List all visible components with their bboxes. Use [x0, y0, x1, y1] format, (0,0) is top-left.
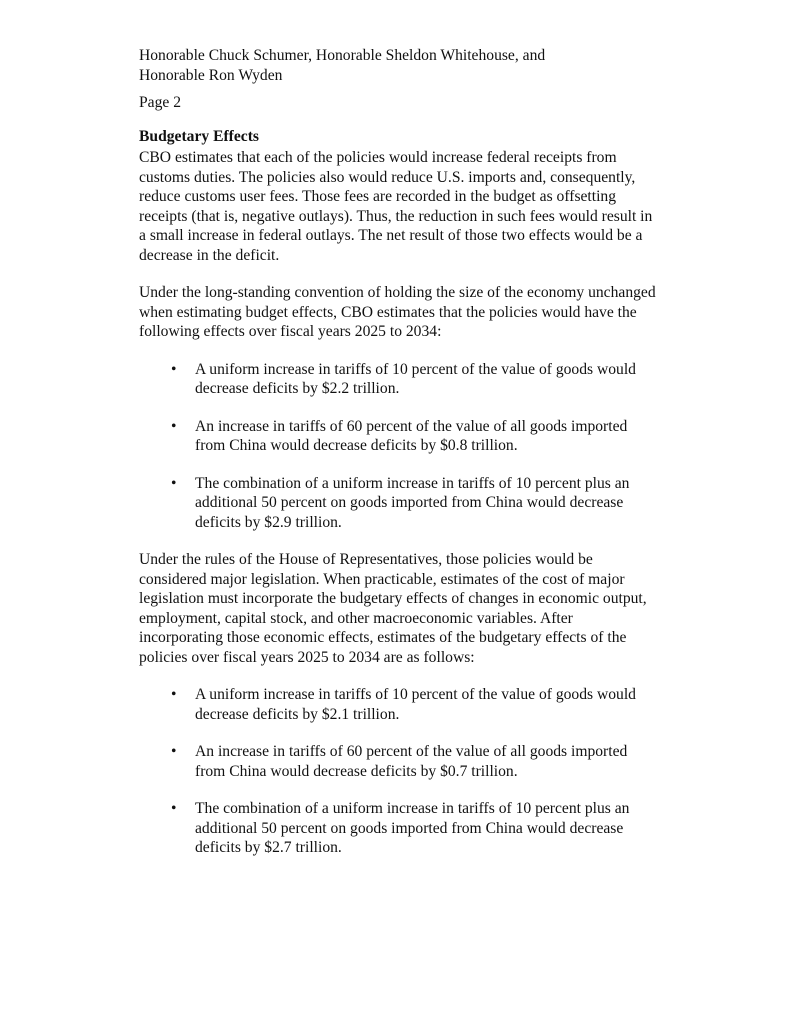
- list-item: [139, 685, 659, 724]
- section-heading: Budgetary Effects: [139, 127, 259, 145]
- dynamic-estimates-list: [139, 685, 659, 858]
- list-item: [139, 360, 659, 399]
- bullet-icon: •: [171, 474, 177, 492]
- list-item: [139, 474, 659, 533]
- list-item: [139, 417, 659, 456]
- page-number: Page 2: [139, 94, 182, 111]
- conventional-estimates-list: [139, 360, 659, 533]
- paragraph-major-legislation: Under the rules of the House of Representatives, those policies would be considered major legislation. When practicable, estimates of the cost of major legislation must incorporate the budgetary effects of changes in economic output, employment, capital stock, and other macroeconomic variables. After incorporating those economic effects, estimates of the budgetary effects of the policies over fiscal years 2025 to 2034 are as follows:: [139, 551, 647, 666]
- list-item-text: The combination of a uniform increase in tariffs of 10 percent plus an additional 50 percent on goods imported from China would decrease deficits by $2.9 trillion.: [195, 474, 630, 531]
- letter-addressee-line-2: Honorable Ron Wyden: [139, 66, 283, 84]
- bullet-icon: •: [171, 800, 177, 817]
- list-item-text: The combination of a uniform increase in tariffs of 10 percent plus an additional 50 percent on goods imported from China would decrease deficits by $2.7 trillion.: [195, 800, 630, 856]
- list-item: [139, 742, 659, 781]
- document-page: [139, 46, 659, 858]
- bullet-icon: •: [171, 743, 177, 760]
- list-item: [139, 799, 659, 858]
- list-item-text: An increase in tariffs of 60 percent of the value of all goods imported from China would decrease deficits by $0.8 trillion.: [195, 417, 628, 454]
- list-item-text: A uniform increase in tariffs of 10 percent of the value of goods would decrease deficits by $2.2 trillion.: [195, 360, 636, 397]
- bullet-icon: •: [171, 417, 177, 435]
- letter-addressee-line-1: Honorable Chuck Schumer, Honorable Sheldon Whitehouse, and: [139, 47, 546, 64]
- bullet-icon: •: [171, 686, 177, 703]
- bullet-icon: •: [171, 360, 177, 378]
- list-item-text: An increase in tariffs of 60 percent of the value of all goods imported from China would decrease deficits by $0.7 trillion.: [195, 743, 628, 780]
- paragraph-convention: Under the long-standing convention of holding the size of the economy unchanged when estimating budget effects, CBO estimates that the policies would have the following effects over fiscal years 2025 to 2034:: [139, 284, 656, 340]
- paragraph-receipts: CBO estimates that each of the policies would increase federal receipts from customs duties. The policies also would reduce U.S. imports and, consequently, reduce customs user fees. Those fees are recorded in the budget as offsetting receipts (that is, negative outlays). Thus, the reduction in such fees would result in a small increase in federal outlays. The net result of those two effects would be a decrease in the deficit.: [139, 149, 653, 264]
- list-item-text: A uniform increase in tariffs of 10 percent of the value of goods would decrease deficits by $2.1 trillion.: [195, 686, 636, 723]
